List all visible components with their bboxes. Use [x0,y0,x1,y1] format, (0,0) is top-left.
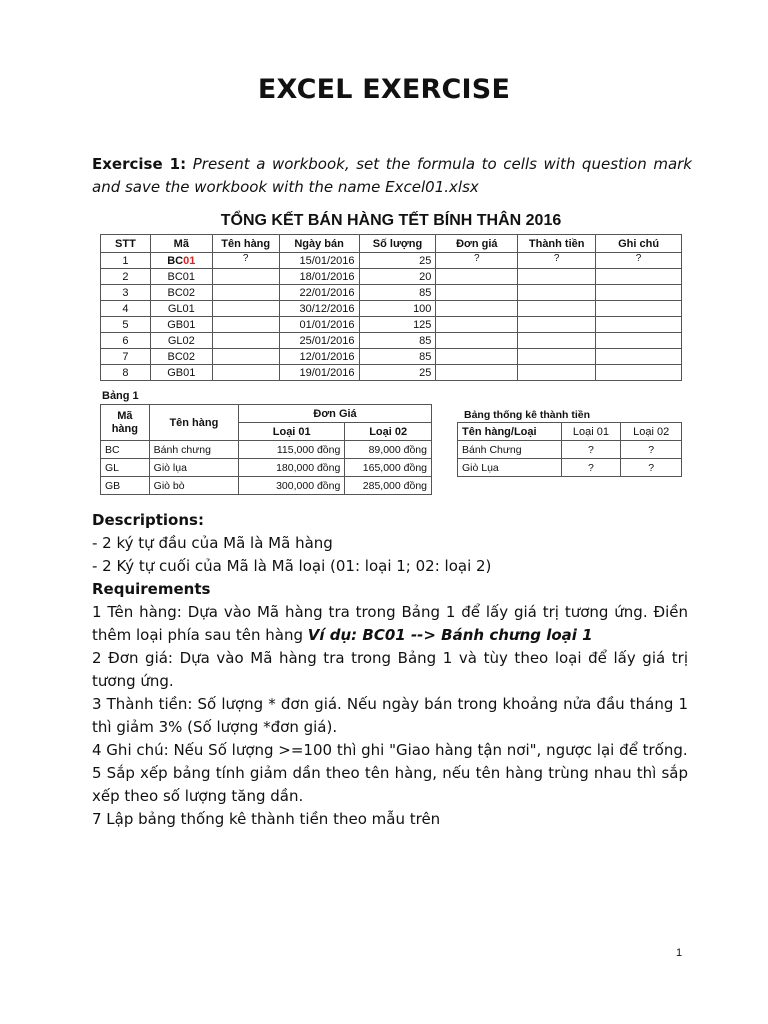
amount-cell: ? [518,253,596,269]
amount-cell [518,317,596,333]
code-cell: GB01 [150,365,212,381]
code-cell: BC02 [150,285,212,301]
stats-type1-cell: ? [561,459,621,477]
lookup-table-label: Bảng 1 [102,390,139,402]
lookup-name-cell: Giò bò [149,477,238,495]
note-cell [596,365,682,381]
exercise-instruction [92,153,692,199]
table-row [101,317,682,333]
amount-cell [518,285,596,301]
table-row [101,349,682,365]
unit-price-cell [436,365,518,381]
code-cell: GL01 [150,301,212,317]
code-cell: BC01 [150,269,212,285]
table-row [101,365,682,381]
sale-date-cell: 25/01/2016 [279,333,359,349]
lookup-code-cell: GB [101,477,150,495]
code-cell: BC02 [150,349,212,365]
quantity-cell: 85 [359,285,436,301]
stats-table [457,422,682,477]
product-name-cell [212,349,279,365]
requirement-2: 2 Đơn giá: Dựa vào Mã hàng tra trong Bảng 1 và tùy theo loại để lấy giá trị tương ứng. [92,649,688,690]
stats-table-label: Bảng thống kê thành tiền [464,409,590,421]
stt-cell: 3 [101,285,151,301]
unit-price-cell [436,349,518,365]
note-cell [596,285,682,301]
quantity-cell: 85 [359,349,436,365]
description-line: - 2 ký tự đầu của Mã là Mã hàng [92,534,333,552]
requirement-1 [92,601,688,647]
quantity-cell: 100 [359,301,436,317]
lookup-type1-cell: 115,000 đồng [239,441,345,459]
unit-price-cell [436,333,518,349]
sales-table [100,234,682,381]
sale-date-cell: 18/01/2016 [279,269,359,285]
quantity-cell: 25 [359,253,436,269]
product-name-cell: ? [212,253,279,269]
sales-table-header-row [101,235,682,253]
stats-name-cell: Giò Lụa [458,459,562,477]
note-cell [596,349,682,365]
requirement-1-text: 1 Tên hàng: Dựa vào Mã hàng tra trong Bảng 1 để lấy giá trị tương ứng. Điền thêm loại phía sau tên hàng [92,603,688,644]
note-cell: ? [596,253,682,269]
code-cell: GL02 [150,333,212,349]
header-cell: Mã [150,235,212,253]
amount-cell [518,301,596,317]
sale-date-cell: 15/01/2016 [279,253,359,269]
sales-table-title: TỔNG KẾT BÁN HÀNG TẾT BÍNH THÂN 2016 [220,212,562,229]
amount-cell [518,365,596,381]
code-cell: GB01 [150,317,212,333]
table-row [101,301,682,317]
lookup-type1-cell: 180,000 đồng [239,459,345,477]
lookup-header-row [101,405,432,423]
exercise-text: Present a workbook, set the formula to cells with question mark and save the workbook with the name Excel01.xlsx [92,155,692,196]
lookup-type2-cell: 285,000 đồng [345,477,432,495]
stats-type1-cell: ? [561,441,621,459]
requirement-3: 3 Thành tiền: Số lượng * đơn giá. Nếu ngày bán trong khoảng nửa đầu tháng 1 thì giảm 3% (Số lượng *đơn giá). [92,695,688,736]
sale-date-cell: 19/01/2016 [279,365,359,381]
amount-cell [518,269,596,285]
requirement-4: 4 Ghi chú: Nếu Số lượng >=100 thì ghi "Giao hàng tận nơi", ngược lại để trống. [92,741,688,759]
descriptions-heading: Descriptions: [92,511,204,529]
header-cell: Số lượng [359,235,436,253]
table-row [101,441,432,459]
product-name-cell [212,317,279,333]
amount-cell [518,349,596,365]
lookup-code-header: Mã hàng [101,405,150,441]
unit-price-cell [436,269,518,285]
header-cell: Ngày bán [279,235,359,253]
code-suffix: 01 [183,254,196,267]
document-title: EXCEL EXERCISE [257,74,511,105]
lookup-type2-cell: 89,000 đồng [345,441,432,459]
lookup-code-cell: BC [101,441,150,459]
code-cell [150,253,212,269]
header-cell: Đơn giá [436,235,518,253]
stt-cell: 2 [101,269,151,285]
table-row [458,441,682,459]
lookup-name-cell: Bánh chưng [149,441,238,459]
requirement-1-example: Ví dụ: BC01 --> Bánh chưng loại 1 [307,626,593,644]
table-row [101,477,432,495]
lookup-code-cell: GL [101,459,150,477]
page-number: 1 [676,947,683,959]
lookup-name-header: Tên hàng [149,405,238,441]
requirements-heading: Requirements [92,580,211,598]
table-row [101,269,682,285]
stt-cell: 6 [101,333,151,349]
requirement-7: 7 Lập bảng thống kê thành tiền theo mẫu trên [92,810,441,828]
stt-cell: 8 [101,365,151,381]
lookup-type2-header: Loại 02 [345,423,432,441]
stats-name-cell: Bánh Chưng [458,441,562,459]
lookup-table [100,404,432,495]
stt-cell: 7 [101,349,151,365]
note-cell [596,333,682,349]
product-name-cell [212,269,279,285]
product-name-cell [212,333,279,349]
table-row [101,459,432,477]
unit-price-cell: ? [436,253,518,269]
header-cell: Ghi chú [596,235,682,253]
table-row [101,285,682,301]
lookup-type1-cell: 300,000 đồng [239,477,345,495]
quantity-cell: 85 [359,333,436,349]
amount-cell [518,333,596,349]
product-name-cell [212,301,279,317]
note-cell [596,269,682,285]
stt-cell: 4 [101,301,151,317]
sale-date-cell: 12/01/2016 [279,349,359,365]
stats-header-row [458,423,682,441]
note-cell [596,317,682,333]
header-cell: Thành tiền [518,235,596,253]
code-prefix: BC [167,254,184,267]
quantity-cell: 20 [359,269,436,285]
stats-header-cell: Loại 01 [561,423,621,441]
table-row [458,459,682,477]
exercise-label: Exercise 1: [92,155,187,173]
unit-price-cell [436,317,518,333]
stats-type2-cell: ? [621,441,682,459]
quantity-cell: 125 [359,317,436,333]
stt-cell: 5 [101,317,151,333]
unit-price-cell [436,285,518,301]
table-row [101,333,682,349]
requirement-5: 5 Sắp xếp bảng tính giảm dần theo tên hàng, nếu tên hàng trùng nhau thì sắp xếp theo số lượng tăng dần. [92,764,688,805]
unit-price-cell [436,301,518,317]
description-line: - 2 Ký tự cuối của Mã là Mã loại (01: loại 1; 02: loại 2) [92,557,492,575]
note-cell [596,301,682,317]
lookup-type2-cell: 165,000 đồng [345,459,432,477]
sale-date-cell: 01/01/2016 [279,317,359,333]
lookup-price-header: Đơn Giá [239,405,432,423]
stats-header-cell: Loại 02 [621,423,682,441]
stt-cell: 1 [101,253,151,269]
instructions-body [92,509,688,831]
table-row [101,253,682,269]
sale-date-cell: 22/01/2016 [279,285,359,301]
product-name-cell [212,365,279,381]
stats-type2-cell: ? [621,459,682,477]
product-name-cell [212,285,279,301]
lookup-name-cell: Giò lụa [149,459,238,477]
stats-header-cell: Tên hàng/Loại [458,423,562,441]
sale-date-cell: 30/12/2016 [279,301,359,317]
header-cell: STT [101,235,151,253]
header-cell: Tên hàng [212,235,279,253]
quantity-cell: 25 [359,365,436,381]
lookup-type1-header: Loại 01 [239,423,345,441]
